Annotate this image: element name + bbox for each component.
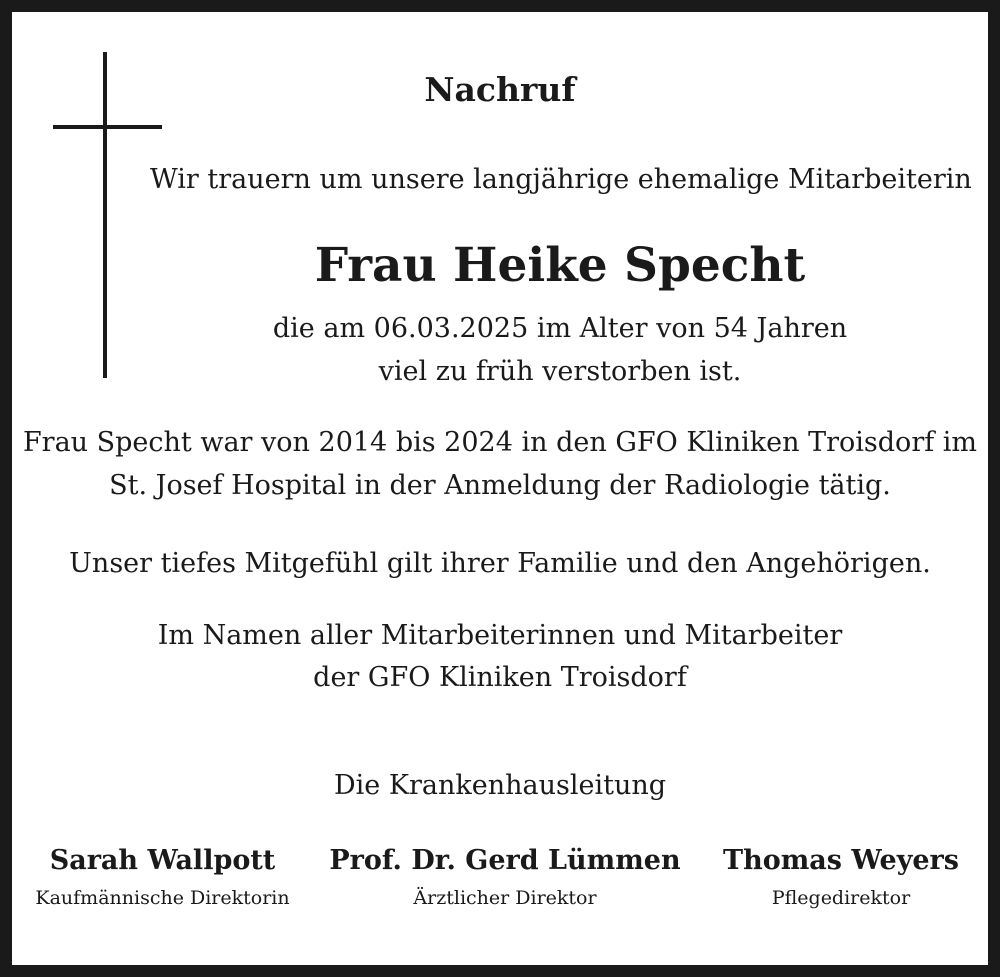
signatory-name-2: Prof. Dr. Gerd Lümmen [329,845,681,876]
signatory-role-1: Kaufmännische Direktorin [35,887,290,909]
on-behalf-line-1: Im Namen aller Mitarbeiterinnen und Mitarbeiter [157,620,843,651]
signatory-name-1: Sarah Wallpott [49,845,276,876]
cross-icon-horizontal-bar [53,125,162,129]
deceased-name: Frau Heike Specht [314,238,806,293]
death-line-1: die am 06.03.2025 im Alter von 54 Jahren [272,313,848,344]
employment-line-1: Frau Specht war von 2014 bis 2024 in den GFO Kliniken Troisdorf im [22,427,978,458]
intro-text: Wir trauern um unsere langjährige ehemalige Mitarbeiterin [150,164,972,195]
signatory-role-2: Ärztlicher Direktor [413,887,597,909]
condolence-text: Unser tiefes Mitgefühl gilt ihrer Familie und den Angehörigen. [69,548,931,579]
management-label: Die Krankenhausleitung [333,770,667,801]
signatory-name-3: Thomas Weyers [723,845,959,876]
obituary-heading: Nachruf [424,70,576,109]
on-behalf-line-2: der GFO Kliniken Troisdorf [313,662,687,693]
signatory-role-3: Pflegedirektor [771,887,911,909]
employment-line-2: St. Josef Hospital in der Anmeldung der Radiologie tätig. [109,470,891,501]
death-line-2: viel zu früh verstorben ist. [378,356,742,387]
